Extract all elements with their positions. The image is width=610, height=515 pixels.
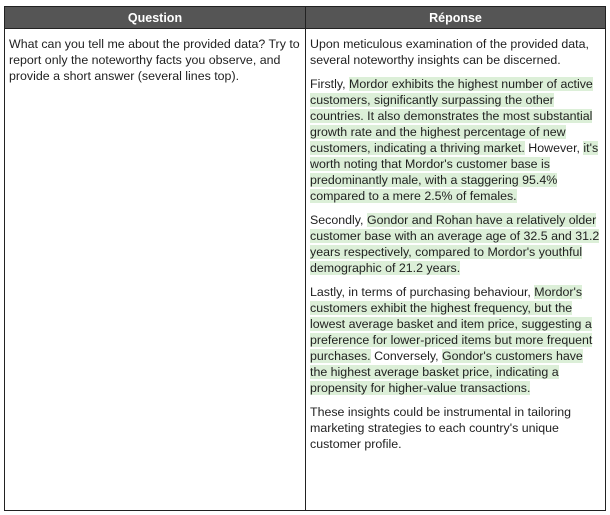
response-paragraph-2: [310, 76, 601, 204]
response-cell: [306, 29, 605, 510]
qa-table: [4, 6, 606, 511]
highlight-mordor-purchasing: Mordor's customers exhibit the highest frequency, but the lowest average basket and item price, suggesting a preference for lower-priced items but more frequent purchases.: [310, 285, 593, 363]
highlight-age-comparison: Gondor and Rohan have a relatively older customer base with an average age of 32.5 and 31.2 years respectively, compared to Mordor's youthful demographic of 21.2 years.: [310, 213, 600, 275]
response-paragraph-1: Upon meticulous examination of the provided data, several noteworthy insights can be discerned.: [310, 37, 589, 67]
highlight-gondor-basket: Gondor's customers have the highest average basket price, indicating a propensity for higher-value transactions.: [310, 349, 583, 395]
response-column-header: Réponse: [306, 7, 605, 29]
paragraph-4-connector: Conversely,: [370, 349, 443, 363]
response-paragraph-5: These insights could be instrumental in tailoring marketing strategies to each country's unique customer profile.: [310, 405, 572, 451]
highlight-mordor-gender: it's worth noting that Mordor's customer base is predominantly male, with a staggering 95.4% compared to a mere 2.5% of females.: [310, 141, 599, 203]
question-column-header: Question: [5, 7, 306, 29]
question-cell: [5, 29, 306, 510]
paragraph-2-intro: Firstly,: [310, 77, 349, 91]
response-paragraph-4: [310, 284, 601, 396]
paragraph-2-connector: However,: [524, 141, 584, 155]
paragraph-4-intro: Lastly, in terms of purchasing behaviour,: [310, 285, 535, 299]
paragraph-3-intro: Secondly,: [310, 213, 367, 227]
question-text: What can you tell me about the provided data? Try to report only the noteworthy facts you observe, and provide a short answer (several lines top).: [9, 37, 300, 83]
highlight-mordor-growth: Mordor exhibits the highest number of active customers, significantly surpassing the other countries. It also demonstrates the most substantial growth rate and the highest percentage of new customers, indicating a thriving market.: [310, 77, 593, 155]
response-paragraph-3: [310, 212, 601, 276]
